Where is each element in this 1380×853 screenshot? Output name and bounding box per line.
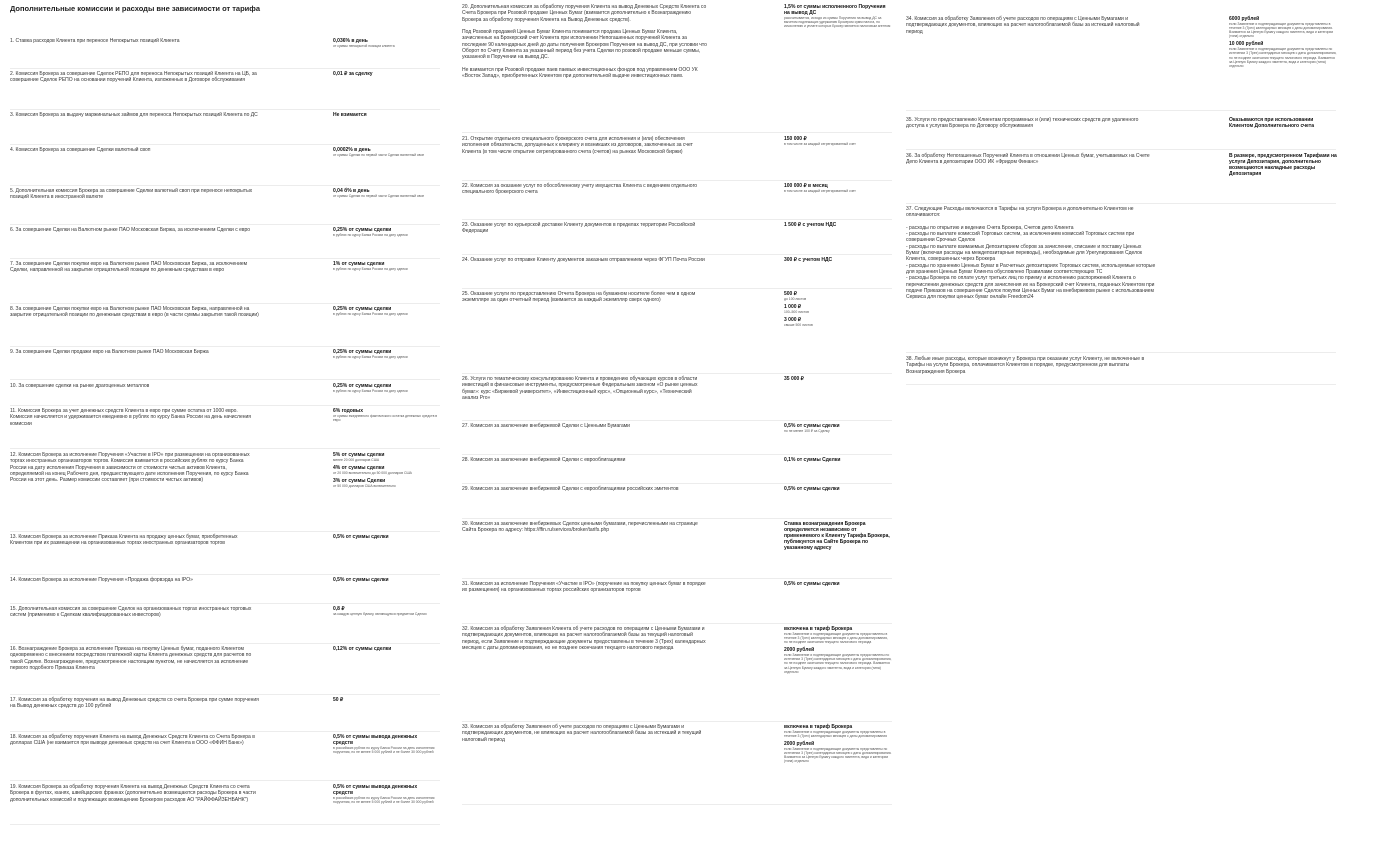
tariff-value-block [333, 697, 438, 703]
tariff-description: 11. Комиссия Брокера за учет денежных средств Клиента в евро при сумме остатка от 1000 евро. Комиссия начисляется и удерживается ежедневно в рублях по курсу Банка России на день начисления комиссии [10, 408, 252, 427]
tariff-description: 24. Оказание услуг по отправке Клиенту документов заказным отправлением через ФГУП Почта России [462, 257, 705, 263]
tariff-value-main: Не взимается [333, 112, 367, 118]
tariff-description: 16. Вознаграждение Брокера за исполнение Приказа на покупку Ценных бумаг, поданного Клиентом одновременно с внесением посредством платежной карты Клиента денежных средств для расчетов по такой Сделке. Вознаграждение, предусмотренное настоящим пунктом, не начисляется за исполнение первого подобного Приказа Клиента [10, 646, 252, 671]
tariff-value [1229, 16, 1337, 71]
tariff-value [333, 577, 438, 586]
tariff-description: 22. Комиссия за оказание услуг по обособленному учету имущества Клиента с ведением отдельного специального брокерского счета [462, 183, 698, 196]
tariff-value [333, 71, 438, 80]
tariff-value [333, 306, 438, 319]
tariff-description: 35. Услуги по предоставлению Клиентам программных и (или) технических средств для удаленного доступа к услугам Брокера по Договору обслуживания [906, 117, 1139, 130]
tariff-value-main: 1 500 ₽ с учетом НДС [784, 222, 837, 228]
tariff-value [333, 349, 438, 362]
tariff-value-main: 3% от суммы Сделки [333, 478, 386, 485]
tariff-row [462, 724, 892, 805]
tariff-value-block [784, 457, 892, 463]
tariff-value-main: 0,1% от суммы Сделки [784, 457, 841, 463]
tariff-description: 23. Оказание услуг по курьерской доставке Клиенту документов в пределах территории Российской Федерации [462, 222, 696, 235]
tariff-description: 8. За совершение Сделки покупки евро на Валютном рынке ПАО Московская Биржа, направленной на закрытие отрицательной позиции по денежным средствам в евро (в части суммы закрытия такой позиции) [10, 306, 259, 319]
tariff-value-note: в том числе за каждый сегрегированный счет [784, 189, 856, 193]
tariff-description: 7. За совершение Сделки покупки евро на Валютном рынке ПАО Московская Биржа, за исключением Сделки, направленной на закрытие отрицательной позиции по денежным средствам в евро [10, 261, 248, 274]
tariff-value-main: 0,25% от суммы сделки [333, 227, 392, 233]
tariff-row [10, 38, 440, 69]
tariff-value [333, 147, 438, 160]
tariff-value-note: менее 20 000 долларов США [333, 458, 380, 462]
tariff-description: 9. За совершение Сделки продажи евро на Валютном рынке ПАО Московская Биржа [10, 349, 209, 355]
tariff-row [462, 521, 892, 579]
tariff-value-note: если Заявление и подтверждающие документы представлены в течение 3 (Трех) календарных месяцев с даты допоминирования. Взимается за Ценную Бумагу каждого эмитента, вида и категории (типа) отдельно [1229, 22, 1334, 39]
tariff-value [784, 521, 892, 554]
tariff-value-block [1229, 117, 1337, 129]
tariff-value-block [333, 261, 438, 271]
tariff-value-note: в рублях по курсу Банка России на дату сделки [333, 312, 408, 316]
tariff-row [906, 206, 1336, 353]
tariff-value-main: 0,01 ₽ за сделку [333, 71, 373, 77]
tariff-value-note: от суммы Сделки по первой части Сделки валютный своп [333, 194, 425, 198]
tariff-value-note: в рублях по курсу Банка России на дату сделки [333, 267, 408, 271]
tariff-value-main: 0,5% от суммы сделки [784, 423, 840, 429]
tariff-value-block [333, 71, 438, 77]
tariff-value-block [784, 317, 892, 327]
tariff-description: 5. Дополнительная комиссия Брокера за совершение Сделки валютный своп при переносе непокрытых позиций Клиента в иностранной валюте [10, 188, 253, 201]
tariff-value [784, 486, 892, 495]
tariff-value-main: Оказываются при использовании Клиентом Дополнительного счета [1229, 117, 1314, 129]
tariff-value-main: 1,5% от суммы исполненного Поручения на вывод ДС [784, 4, 886, 16]
tariff-value-block [784, 376, 892, 382]
tariff-value-note: в том числе за каждый сегрегированный счет [784, 142, 856, 146]
tariff-value-note: от суммы непокрытой позиции клиента [333, 44, 395, 48]
tariff-description: 10. За совершение сделки на рынке драгоценных металлов [10, 383, 150, 389]
tariff-value-main: включена в тариф Брокера [784, 626, 853, 632]
tariff-description: 3. Комиссия Брокера за выдачу маржинальных займов для переноса Непокрытых позиций Клиента по ДС [10, 112, 258, 118]
tariff-value-note: если Заявление и подтверждающие документы предоставлены по истечении 3 (Трех) календарных месяцев с даты допоминирования, но не позднее окончания текущего налогового периода. Взимается за Ценную Бумагу каждого эмитента, вида и категории (типа) отдельно [784, 653, 892, 674]
tariff-value-block [333, 577, 438, 583]
tariff-value [784, 222, 892, 231]
tariff-value-main: 150 000 ₽ [784, 136, 807, 142]
tariff-description: 1. Ставка расходов Клиента при переносе Непокрытых позиций Клиента [10, 38, 180, 44]
tariff-row [10, 577, 440, 604]
tariff-value-block [784, 626, 892, 644]
tariff-value [784, 257, 892, 266]
tariff-value-block [784, 581, 892, 587]
tariff-row [906, 153, 1336, 204]
tariff-value-main: 0,5% от суммы сделки [333, 577, 389, 583]
tariff-value [333, 606, 438, 619]
tariff-value [784, 457, 892, 466]
tariff-value-block [333, 188, 438, 198]
tariff-description: 26. Услуги по тематическому консультированию Клиента и проведению обучающих курсов в области инвестиций в финансовые инструменты, предусмотренные Федеральным законом «О рынке ценных бумаг»: курс «Биржевой университет», «Инвестиционный курс», «Опционный курс», «Технический анализ Pro» [462, 376, 698, 401]
tariff-value [333, 188, 438, 201]
tariff-value-main: 0,036% в день [333, 38, 368, 44]
tariff-row [10, 534, 440, 575]
tariff-value-main: 0,5% от суммы сделки [333, 534, 389, 540]
tariff-value-block [333, 534, 438, 540]
tariff-value-note: свыше 500 листов [784, 323, 813, 328]
tariff-value-block [333, 349, 438, 359]
tariff-value-block [333, 734, 438, 754]
tariff-value-block [333, 646, 438, 652]
tariff-value-main: 0,5% от суммы сделки [784, 486, 840, 492]
tariff-value-block [784, 724, 892, 738]
tariff-row [10, 383, 440, 406]
tariff-description: 32. Комиссия за обработку Заявления Клиента об учете расходов по операциям с Ценными Бумагами и подтверждающих документов, влияющих на расчет налогооблагаемой базы за текущий налоговый период, если Заявление и подтверждающие документы предоставлены в течение 3 (Трех) календарных месяцев с даты допоминирования, но не позднее окончания текущего налогового периода [462, 626, 706, 651]
tariff-value-main: 50 ₽ [333, 697, 344, 703]
tariff-row [462, 222, 892, 255]
tariff-value [333, 227, 438, 240]
tariff-value [333, 697, 438, 706]
tariff-value-block [784, 222, 892, 228]
tariff-value-main: 5% от суммы сделки [333, 452, 385, 458]
tariff-value [333, 261, 438, 274]
tariff-description: 18. Комиссия за обработку поручения Клиента на вывод Денежных Средств Клиента со Счета Брокера в долларах США (не взимается при выводе денежных средств на счет Клиента в ООО «ФФИН Банк») [10, 734, 255, 747]
tariff-value-block [333, 227, 438, 237]
tariff-value-note: в российских рублях по курсу Банка России на день исполнения поручения, но не менее 5 000 рублей и не более 30 000 рублей [333, 796, 435, 805]
tariff-value-main: 0,5% от суммы сделки [784, 581, 840, 587]
tariff-value-note: если Заявление и подтверждающие документы представлены в течение 3 (Трех) календарных месяцев с даты допоминирования [784, 730, 887, 739]
tariff-row [462, 136, 892, 181]
tariff-row [10, 408, 440, 449]
tariff-value-note: в российских рублях по курсу Банка России на день исполнения поручения, но не менее 5 000 рублей и не более 30 000 рублей [333, 746, 435, 755]
tariff-value [333, 646, 438, 655]
tariff-value-main: 0,12% от суммы сделки [333, 646, 392, 652]
tariff-value-note: от 50 000 долларов США включительно [333, 484, 396, 489]
tariff-value-block [1229, 41, 1337, 67]
tariff-value-note: если Заявление и подтверждающие документы представлены по истечении 3 (Трех) календарных месяцев с даты допоминирования. Взимается за Ценную Бумагу каждого эмитента, вида и категории (типа) отдельно [784, 747, 892, 764]
tariff-value [333, 112, 438, 121]
tariff-value-note: от 20 000 включительно до 50 000 долларов США [333, 471, 412, 476]
tariff-value-note: от суммы ежедневного фактического остатка денежных средств в евро [333, 414, 438, 423]
tariff-row [10, 306, 440, 347]
tariff-row [906, 16, 1336, 111]
tariff-row [10, 784, 440, 825]
tariff-value-main: 1 000 ₽ [784, 304, 802, 311]
tariff-row [10, 112, 440, 145]
tariff-value-block [333, 147, 438, 157]
tariff-description: 34. Комиссия за обработку Заявления об учете расходов по операциям с Ценными Бумагами и подтверждающих документов, влияющих на расчет налогооблагаемой базы за истекший налоговый период [906, 16, 1140, 35]
tariff-description: 4. Комиссия Брокера за совершение Сделки валютный своп [10, 147, 151, 153]
page-title: Дополнительные комиссии и расходы вне зависимости от тарифа [10, 4, 261, 13]
tariff-row [10, 71, 440, 110]
tariff-row [462, 183, 892, 220]
tariff-value [333, 383, 438, 396]
tariff-description: 27. Комиссия за заключение внебиржевой Сделки с Ценными Бумагами [462, 423, 630, 429]
tariff-value-main: 3 000 ₽ [784, 317, 802, 324]
tariff-value [1229, 153, 1337, 180]
tariff-value [784, 423, 892, 436]
tariff-description: 19. Комиссия Брокера за обработку поручения Клиента на вывод Денежных Средств Клиента со счета Брокера в фунтах, юанях, швейцарских франках (дополнительно возмещаются расходы Брокера в части дополнительных комиссий и подлежащих возмещению Брокером расходов АО "РАЙФФАЙЗЕНБАНК") [10, 784, 256, 803]
tariff-description: 25. Оказание услуги по предоставлению Отчета Брокера на бумажном носителе более чем в одном экземпляре за один отчетный период (взимается за каждый экземпляр сверх одного) [462, 291, 696, 304]
tariff-value [784, 724, 892, 767]
tariff-value-block [333, 478, 438, 488]
tariff-value-block [784, 647, 892, 673]
tariff-value [784, 291, 892, 330]
tariff-row [10, 227, 440, 259]
tariff-row [462, 457, 892, 484]
tariff-row [462, 4, 892, 133]
tariff-value [333, 408, 438, 425]
tariff-value-block [784, 486, 892, 492]
tariff-row [462, 257, 892, 289]
tariff-value-block [333, 452, 438, 462]
tariff-description: 31. Комиссия за исполнение Поручения «Участие в IPO» (поручение на покупку ценных бумаг в порядке их размещения) на организованных торгах российских организаторов торгов [462, 581, 706, 594]
tariff-row [906, 356, 1336, 385]
tariff-row [10, 147, 440, 186]
tariff-description: 28. Комиссия за заключение внебиржевой Сделки с еврооблигациями [462, 457, 626, 463]
tariff-value [333, 784, 438, 807]
tariff-value-note: в рублях по курсу Банка России на дату сделки [333, 355, 408, 359]
tariff-value-main: 0,5% от суммы вывода денежных средств [333, 784, 418, 796]
tariff-value [333, 534, 438, 543]
tariff-description: 33. Комиссия за обработку Заявления об учете расходов по операциям с Ценными Бумагами и подтверждающих документов, не влияющих на расчет налогооблагаемой базы за истекший и текущий налоговый период [462, 724, 702, 743]
tariff-description: 37. Следующие Расходы включаются в Тарифы на услуги Брокера и дополнительно Клиентом не оплачиваются: - расходы по открытию и ведению Счета Брокера, Счетов депо Клиента - расходы по выплате комиссий Торговых систем, за исключением комиссий Торговых систем при совершении Срочных Сделок - расходы по выплате взимаемых Депозитарием сборов за зачисление, списание и поставку Ценных Бумаг (включая расходы на междепозитарные переводы), необходимые для Урегулирования Сделок Клиента, совершенных через Брокера - расходы по хранению Ценных Бумаг в Расчетных депозитариях Торговых систем, используемые которые для хранения Ценных Бумаг Клиента обусловлено Правилами соответствующих ТС - расходы Брокера по оплате услуг третьих лиц по приему и исполнению распоряжений Клиента о перечислении денежных средств для зачисления их на Брокерский счет Клиента, поданных Клиентом при подаче Приказов на совершение Сделок покупки Ценных Бумаг на внебиржевом рынке с использованием Сервиса для покупки ценных бумаг онлайн Freedom24 [906, 206, 1156, 301]
tariff-value-main: 0,0002% в день [333, 147, 371, 153]
tariff-description: 17. Комиссия за обработку поручения на вывод Денежных средств со счета Брокера при сумме поручения на Вывод денежных средств до 100 рублей [10, 697, 259, 710]
tariff-row [462, 291, 892, 374]
tariff-value-main: включена в тариф Брокера [784, 724, 853, 730]
tariff-value-block [784, 521, 892, 551]
tariff-value-main: 0,8 ₽ [333, 606, 345, 612]
tariff-value-main: 0,04 б% в день [333, 188, 370, 194]
tariff-value [333, 734, 438, 757]
tariff-value-main: 10 000 рублей [1229, 41, 1264, 48]
tariff-value-main: 500 ₽ [784, 291, 797, 297]
tariff-value-block [784, 291, 892, 301]
tariff-value-main: В размере, предусмотренном Тарифами на услуги Депозитария, дополнительно возмещаются накладные расходы Депозитария [1229, 153, 1337, 177]
tariff-value-note: но не менее 100 ₽ за Сделку [784, 429, 830, 433]
tariff-row [10, 188, 440, 225]
tariff-value-note: в рублях по курсу Банка России на дату сделки [333, 389, 408, 393]
tariff-value [784, 136, 892, 149]
tariff-value-block [784, 183, 892, 193]
tariff-value-block [1229, 153, 1337, 177]
tariff-description: 6. За совершение Сделки на Валютном рынке ПАО Московская Биржа, за исключением Сделки с евро [10, 227, 251, 233]
tariff-description: 38. Любые иные расходы, которые возникнут у Брокера при оказании услуг Клиенту, не включенные в Тарифы на услуги Брокера, оплачиваются Клиентом в порядке, предусмотренном для выплаты Вознаграждения Брокера [906, 356, 1145, 375]
tariff-value [784, 581, 892, 590]
tariff-value-block [333, 306, 438, 316]
tariff-value [784, 626, 892, 677]
tariff-value-main: 2000 рублей [784, 741, 815, 748]
tariff-description: 15. Дополнительная комиссия за совершение Сделок на организованных торгах иностранных торговых систем (применимо к Сделкам квалифицированных инвесторов) [10, 606, 252, 619]
tariff-value-block [784, 257, 892, 263]
tariff-description: 36. За обработку Непогашенных Поручений Клиента в отношении Ценных бумаг, учитываемых на Счете Депо Клиента в депозитарии ООО ИК «Фридом Финанс» [906, 153, 1150, 166]
tariff-value-main: 0,25% от суммы сделки [333, 306, 392, 312]
tariff-value-main: 1% от суммы сделки [333, 261, 385, 267]
tariff-value-note: до 100 листов [784, 297, 807, 301]
tariff-value-block [784, 423, 892, 433]
tariff-value-note: 100–500 листов [784, 310, 809, 315]
tariff-value-block [333, 465, 438, 475]
tariff-value-main: 300 ₽ с учетом НДС [784, 257, 833, 263]
tariff-value-block [784, 741, 892, 763]
tariff-description: 13. Комиссия Брокера за исполнение Приказа Клиента на продажу ценных бумаг, приобретенных Клиентом при их размещении на организованных торгах иностранных организаторов торгов [10, 534, 238, 547]
tariff-value-main: 0,25% от суммы сделки [333, 383, 392, 389]
tariff-value-main: 4% от суммы сделки [333, 465, 385, 472]
tariff-value-main: 6% годовых [333, 408, 363, 414]
tariff-value [784, 376, 892, 385]
tariff-value-main: 0,5% от суммы вывода денежных средств [333, 734, 418, 746]
tariff-row [10, 349, 440, 380]
tariff-value [784, 183, 892, 196]
tariff-row [462, 626, 892, 722]
tariff-row [10, 452, 440, 532]
tariff-value-main: Ставка вознаграждения Брокера определяется независимо от применяемого к Клиенту Тарифа Брокера, публикуется на Сайте Брокера по указанному адресу [784, 521, 890, 551]
tariff-row [10, 734, 440, 781]
tariff-description: 2. Комиссия Брокера за совершение Сделок РЕПО для переноса Непокрытых позиций Клиента на ЦБ, за совершение Сделок РЕПО на основании поручений Клиента, изложенных в Договоре обслуживания [10, 71, 257, 84]
tariff-row [10, 697, 440, 732]
tariff-row [906, 117, 1336, 150]
tariff-value-main: 6000 рублей [1229, 16, 1260, 22]
tariff-value-note: за каждую ценную бумагу, являющуюся предметом Сделки [333, 612, 427, 616]
tariff-value-block [333, 606, 438, 616]
tariff-value-block [784, 304, 892, 314]
tariff-row [10, 646, 440, 695]
tariff-value-block [333, 112, 438, 118]
tariff-value-main: 35 000 ₽ [784, 376, 804, 382]
tariff-description: 12. Комиссия Брокера за исполнение Поручения «Участие в IPO» при размещении на организованных торгах иностранных организаторов торгов. Комиссия взимается в российских рублях по курсу Банка России на дату исполнения Поручения в зависимости от стоимости чистых активов Клиента, определяемой на конец Рабочего дня, предшествующего дате исполнения Поручения, по курсу Банка России на этот день. Размер комиссии составляет (при стоимости чистых активов) [10, 452, 250, 484]
tariff-value-note: от суммы Сделки по первой части Сделки валютный своп [333, 153, 425, 157]
tariff-description: 20. Дополнительная комиссия за обработку поручения Клиента на вывод Денежных Средств Клиента со Счета Брокера при Розовой продаже Ценных Бумаг (взимается дополнительно к Вознаграждению Брокера за обработку поручения Клиента на Вывод Денежных средств). Под Розовой продажей Ценных Бумаг Клиента понимается продажа Ценных Бумаг Клиента, зачисленных на Брокерский счет Клиента при исполнении Непогашенных поручений Клиента за последние 90 календарных дней до даты получения Брокером Поручения на вывод ДС, при условии что Оборот по Счету Клиента за указанный период без учета Сделки по розовой продаже меньше суммы, указанной в Поручении на вывод ДС. Не взимается при Розовой продаже паев паевых инвестиционных фондов под управлением ООО УК «Восток Запад», приобретенных Клиентом при дополнительной выдаче инвестиционных паев. [462, 4, 707, 80]
tariff-value [333, 452, 438, 491]
tariff-description: 14. Комиссия Брокера за исполнение Поручения «Продажа форвэрда на IPO» [10, 577, 193, 583]
tariff-value-main: 2000 рублей [784, 647, 815, 654]
tariff-value-block [1229, 16, 1337, 38]
tariff-value-block [333, 408, 438, 422]
tariff-value-block [784, 136, 892, 146]
tariff-row [462, 486, 892, 519]
tariff-value-block [333, 784, 438, 804]
tariff-description: 30. Комиссия за заключение внебиржевых Сделок ценными бумагами, перечисленными на странице Сайта Брокера по адресу: https://ffin.ru/services/broker/tarifs.php [462, 521, 698, 534]
tariff-value-note: если Заявление и подтверждающие документы предоставлены в течение 3 (Трех) календарных месяцев с даты допоминирования, но не позднее окончания текущего налогового периода [784, 632, 888, 645]
tariff-value-note: рассчитывается, исходя из суммы Поручения на вывод ДС за вычетом подлежащих удержанию Брокером сумм налога, по исчислению и уплате которых Брокер является налоговым агентом [784, 16, 891, 29]
tariff-value-block [333, 38, 438, 48]
tariff-row [10, 606, 440, 644]
tariff-row [10, 261, 440, 304]
tariff-value [1229, 117, 1337, 132]
tariff-description: 29. Комиссия за заключение внебиржевой Сделки с еврооблигациями российских эмитентов [462, 486, 679, 492]
tariff-row [462, 376, 892, 421]
tariff-value-main: 100 000 ₽ в месяц [784, 183, 828, 189]
tariff-value-note: если Заявление и подтверждающие документы представлены по истечении 3 (Трех) календарных месяцев с даты допоминирования, но не позднее окончания текущего налогового периода. Взимается за Ценную Бумагу каждого эмитента, вида и категории (типа) отдельно [1229, 47, 1337, 68]
tariff-value-block [333, 383, 438, 393]
tariff-value-main: 0,25% от суммы сделки [333, 349, 392, 355]
tariff-row [462, 581, 892, 624]
tariff-value [784, 4, 892, 31]
tariff-value-block [784, 4, 892, 28]
tariff-description: 21. Открытие отдельного специального брокерского счета для исполнения и (или) обеспечения исполнения обязательств, допущенных к клирингу и возникших из договоров, заключенных за счет Клиента (в том числе открытие сегрегированного счета (счетов) на рынках Московской биржи) [462, 136, 693, 155]
tariff-row [462, 423, 892, 455]
tariff-value-note: в рублях по курсу Банка России на дату сделки [333, 233, 408, 237]
tariff-value [333, 38, 438, 51]
